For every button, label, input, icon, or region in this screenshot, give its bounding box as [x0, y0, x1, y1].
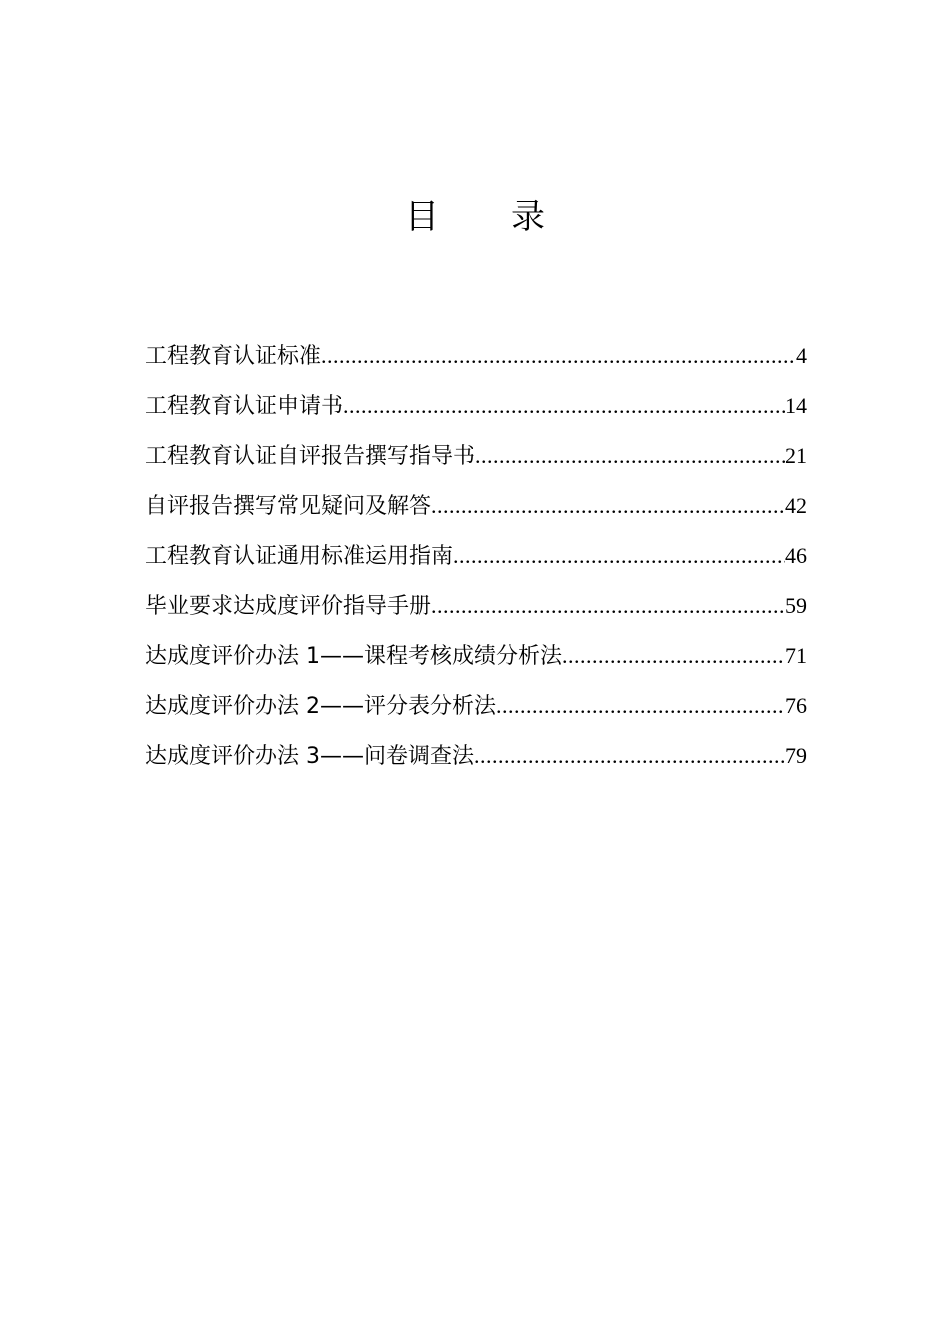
title-char-1: 目	[405, 197, 439, 237]
toc-page-number: 21	[785, 443, 807, 468]
toc-entry[interactable]	[145, 431, 807, 481]
toc-page-number: 4	[796, 343, 807, 368]
toc-entry-label: 工程教育认证标准	[145, 344, 322, 369]
toc-entry-label: 达成度评价办法 3——问卷调查法	[145, 744, 474, 769]
toc-entry[interactable]	[145, 531, 807, 581]
toc-page-number: 14	[785, 393, 807, 418]
toc-page-number: 76	[785, 693, 807, 718]
toc-entry[interactable]	[145, 331, 807, 381]
page-title	[0, 190, 950, 244]
toc-dot-leader	[562, 631, 785, 681]
toc-dot-leader	[321, 331, 796, 381]
toc-page-number: 79	[785, 743, 807, 768]
toc-entry[interactable]	[145, 381, 807, 431]
toc-entry-label: 达成度评价办法 1——课程考核成绩分析法	[145, 644, 562, 669]
toc-entry[interactable]	[145, 731, 807, 781]
toc-dot-leader	[496, 681, 785, 731]
toc-entry[interactable]	[145, 631, 807, 681]
toc-dot-leader	[453, 531, 785, 581]
toc-page-number: 46	[785, 543, 807, 568]
toc-entry-label: 自评报告撰写常见疑问及解答	[145, 494, 432, 519]
toc-page-number: 42	[785, 493, 807, 518]
toc-entry-label: 工程教育认证通用标准运用指南	[145, 544, 454, 569]
table-of-contents	[145, 331, 807, 781]
toc-entry-label: 工程教育认证申请书	[145, 394, 344, 419]
toc-entry-label: 工程教育认证自评报告撰写指导书	[145, 444, 476, 469]
toc-dot-leader	[474, 731, 785, 781]
toc-entry-label: 达成度评价办法 2——评分表分析法	[145, 694, 496, 719]
toc-dot-leader	[431, 581, 785, 631]
toc-dot-leader	[431, 481, 785, 531]
toc-page-number: 59	[785, 593, 807, 618]
toc-dot-leader	[343, 381, 785, 431]
toc-page-number: 71	[785, 643, 807, 668]
toc-entry[interactable]	[145, 581, 807, 631]
title-char-2: 录	[511, 197, 545, 237]
toc-dot-leader	[475, 431, 785, 481]
toc-entry-label: 毕业要求达成度评价指导手册	[145, 594, 432, 619]
toc-entry[interactable]	[145, 481, 807, 531]
toc-entry[interactable]	[145, 681, 807, 731]
